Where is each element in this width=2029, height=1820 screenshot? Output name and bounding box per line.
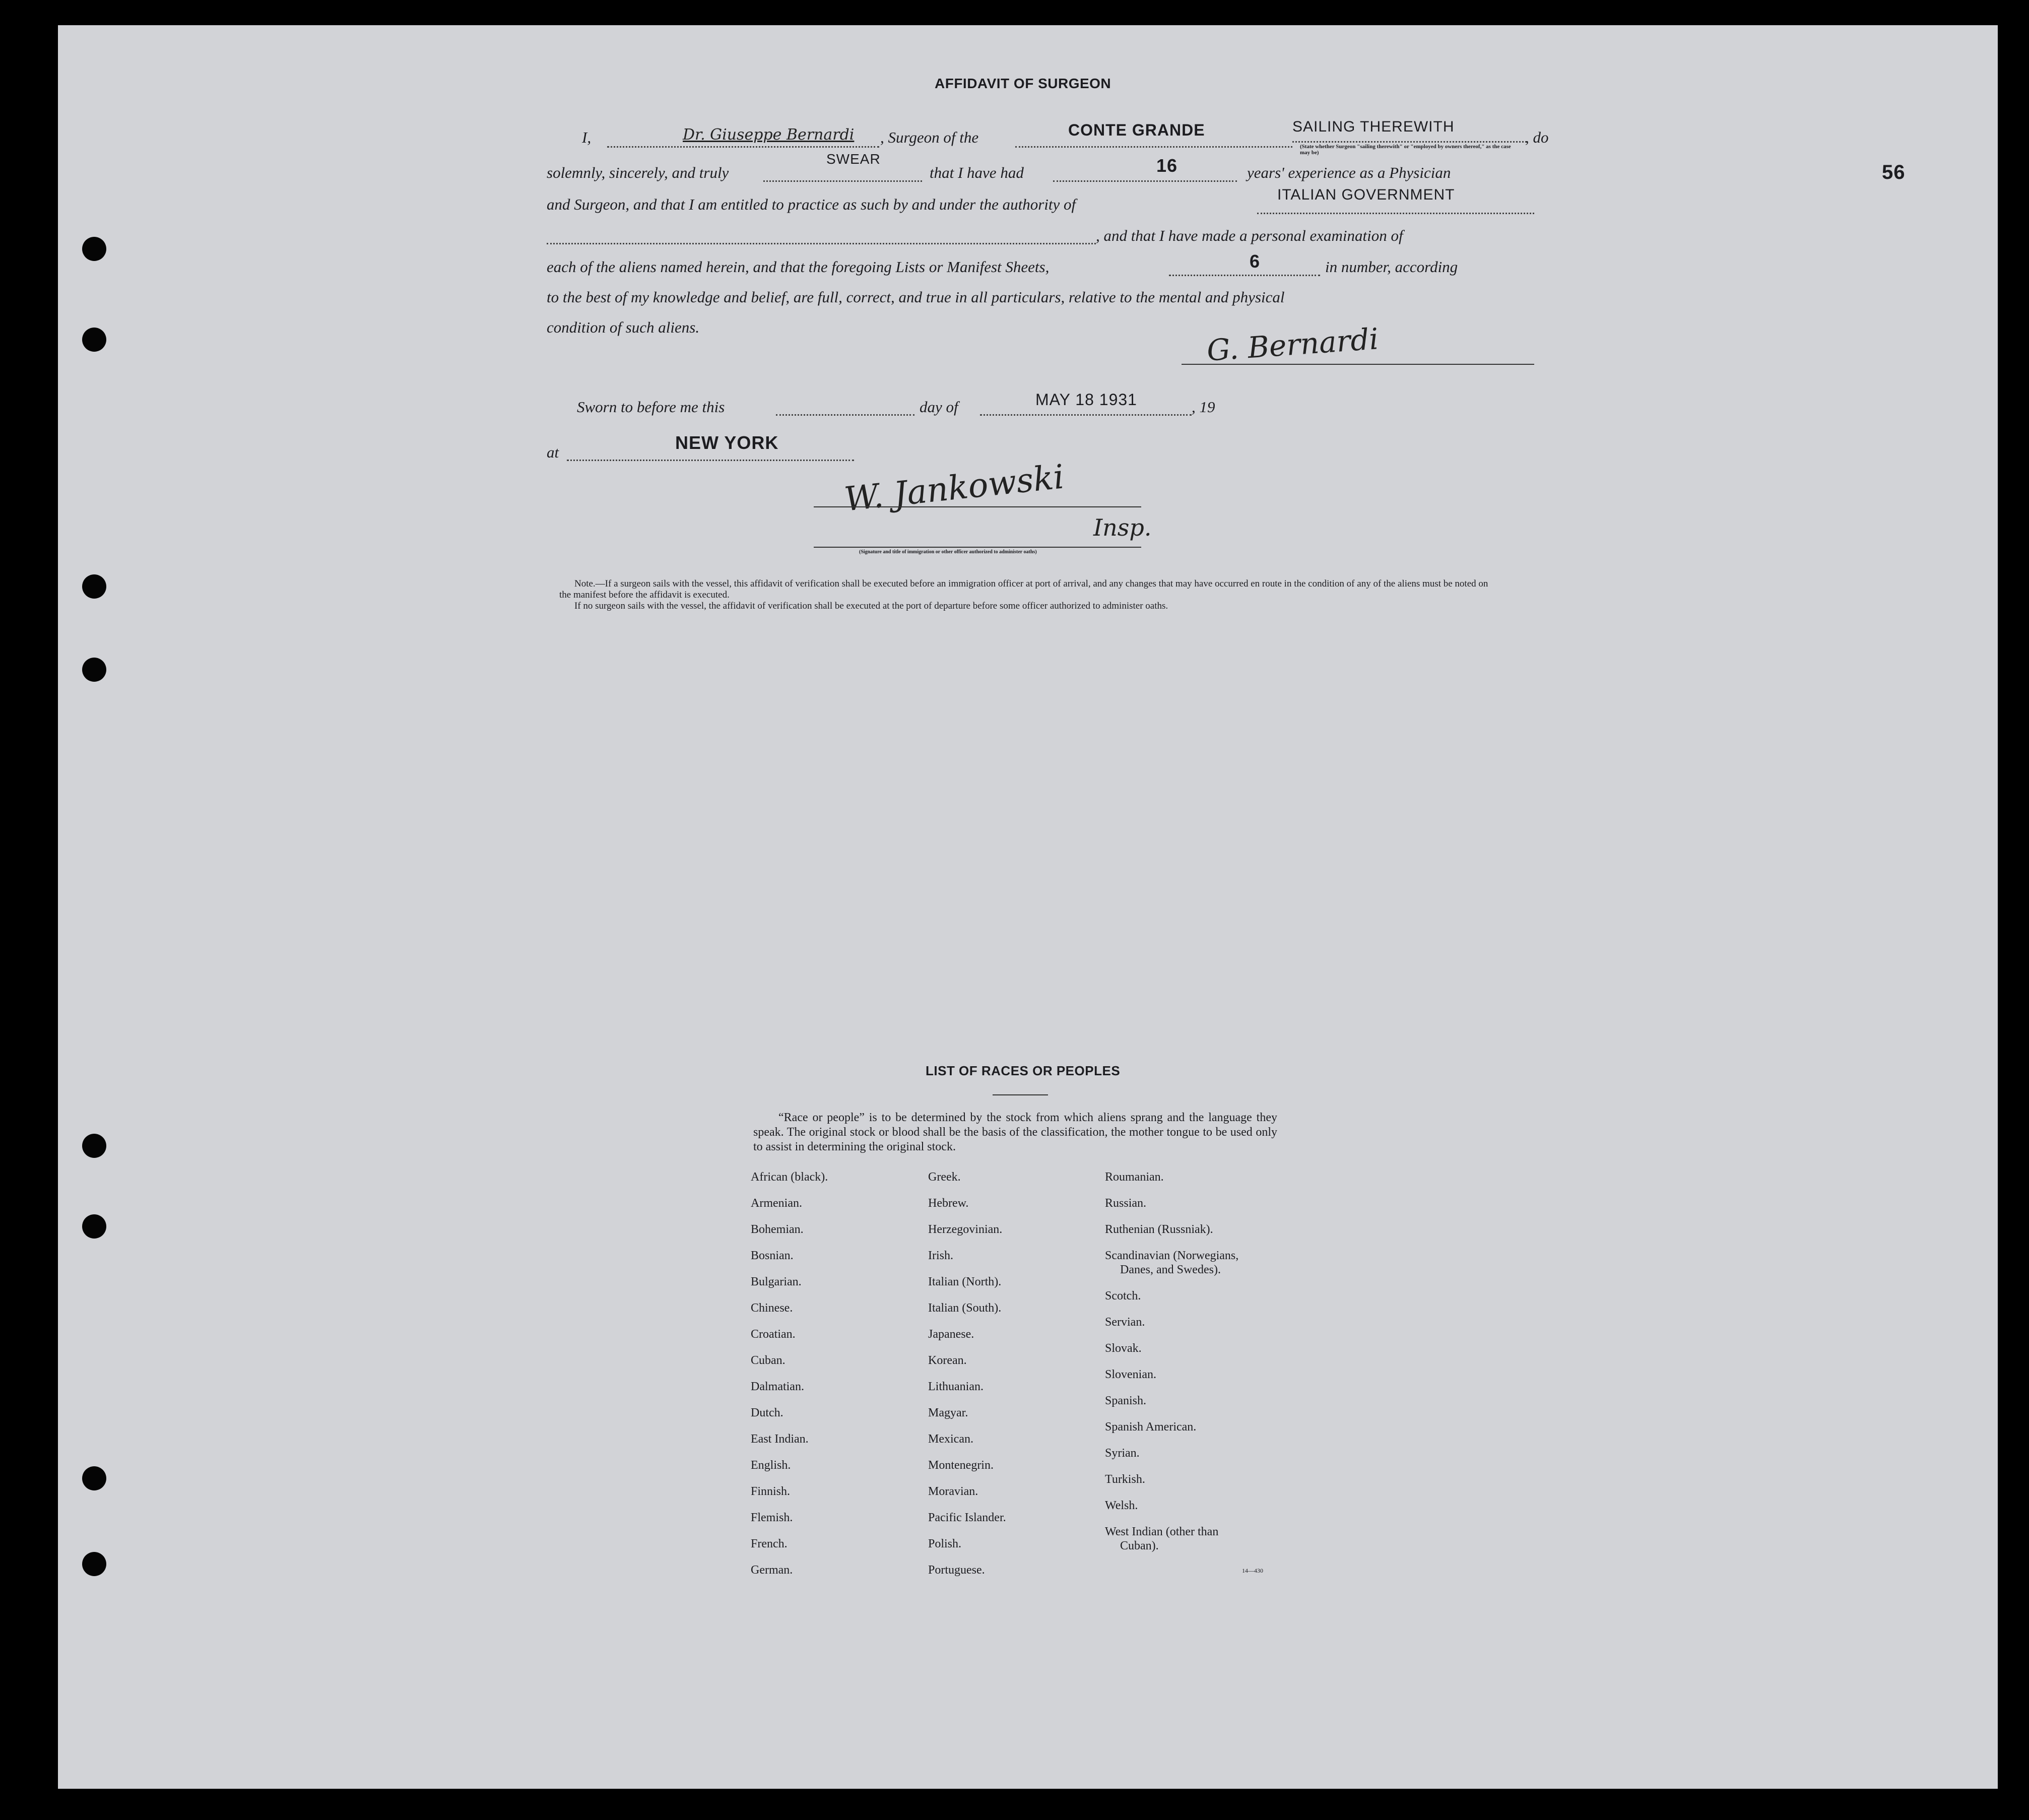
document-page	[58, 25, 1998, 1789]
signature-line	[814, 547, 1141, 548]
race-item: Korean.	[928, 1354, 967, 1367]
surgeon-signature: G. Bernardi	[1206, 321, 1380, 368]
race-item: French.	[751, 1537, 788, 1550]
affidavit-text: each of the aliens named herein, and that the foregoing Lists or Manifest Sheets,	[547, 258, 1050, 276]
race-item: Chinese.	[751, 1302, 793, 1315]
blank-line	[1053, 180, 1237, 182]
affidavit-note-2: If no surgeon sails with the vessel, the affidavit of verification shall be executed at the port of departure before some officer authorized to administer oaths.	[574, 601, 1168, 611]
race-item: Ruthenian (Russniak).	[1105, 1223, 1213, 1236]
race-item: Spanish.	[1105, 1394, 1147, 1407]
race-item: Cuban.	[751, 1354, 786, 1367]
affidavit-text: condition of such aliens.	[547, 318, 700, 336]
race-item: Danes, and Swedes).	[1120, 1263, 1221, 1276]
vessel-name: CONTE GRANDE	[1068, 121, 1205, 139]
race-item: Scandinavian (Norwegians,	[1105, 1249, 1239, 1262]
race-item: Moravian.	[928, 1485, 978, 1498]
punch-hole	[82, 328, 106, 352]
race-item: Turkish.	[1105, 1473, 1145, 1486]
race-item: Lithuanian.	[928, 1380, 984, 1393]
affidavit-text: , 19	[1192, 398, 1215, 416]
affidavit-text: years' experience as a Physician	[1247, 164, 1451, 181]
race-item: Hebrew.	[928, 1197, 969, 1210]
race-item: Slovak.	[1105, 1342, 1142, 1355]
race-item: Scotch.	[1105, 1289, 1141, 1303]
race-item: East Indian.	[751, 1433, 809, 1446]
page-number: 56	[1882, 161, 1906, 183]
blank-line	[1257, 213, 1534, 214]
capacity-note: (State whether Surgeon "sailing therewith" or "employed by owners thereof," as the case may be)	[1300, 144, 1511, 156]
affidavit-text: and Surgeon, and that I am entitled to practice as such by and under the authority of	[547, 196, 1076, 213]
race-item: Italian (North).	[928, 1275, 1002, 1288]
years-experience: 16	[1156, 155, 1178, 176]
oath-word: SWEAR	[826, 151, 881, 167]
race-item: Syrian.	[1105, 1447, 1140, 1460]
surgeon-capacity: SAILING THEREWITH	[1292, 118, 1455, 135]
affidavit-text: , and that I have made a personal examination of	[1096, 227, 1403, 244]
punch-hole	[82, 237, 106, 261]
signature-line	[1182, 364, 1534, 365]
race-item: Welsh.	[1105, 1499, 1138, 1512]
affidavit-note: Note.—If a surgeon sails with the vessel, this affidavit of verification shall be executed before an immigration officer at port of arrival, and any changes that may have occurred en route in the condition of any of the aliens must be noted on the manifest before the affidavit is executed.	[559, 578, 1488, 600]
affidavit-text: day of	[920, 398, 958, 416]
race-item: Pacific Islander.	[928, 1511, 1006, 1524]
officer-signature: W. Jankowski	[842, 457, 1066, 519]
race-item: Armenian.	[751, 1197, 802, 1210]
race-item: Magyar.	[928, 1406, 968, 1419]
blank-line	[1169, 275, 1320, 276]
punch-hole	[82, 1552, 106, 1576]
punch-hole	[82, 1214, 106, 1239]
races-intro: “Race or people” is to be determined by the stock from which aliens sprang and the language they speak. The original stock or blood shall be the basis of the classification, the mother tongue to be used only to assist in determining the original stock.	[753, 1111, 1277, 1153]
race-item: Portuguese.	[928, 1564, 985, 1577]
blank-line	[776, 414, 914, 416]
race-item: Japanese.	[928, 1328, 974, 1341]
punch-hole	[82, 658, 106, 682]
race-item: Cuban).	[1120, 1539, 1159, 1552]
blank-line	[547, 243, 1096, 244]
race-item: Dutch.	[751, 1406, 783, 1419]
race-item: Dalmatian.	[751, 1380, 804, 1393]
race-item: Russian.	[1105, 1197, 1147, 1210]
form-number: 14—430	[1242, 1567, 1263, 1574]
blank-line	[763, 180, 922, 182]
signature-line	[814, 506, 1141, 507]
race-item: Herzegovinian.	[928, 1223, 1003, 1236]
affidavit-text: I,	[582, 128, 592, 146]
race-item: German.	[751, 1564, 793, 1577]
affidavit-text: to the best of my knowledge and belief, are full, correct, and true in all particulars, relative to the mental and physical	[547, 288, 1285, 306]
race-item: Mexican.	[928, 1433, 973, 1446]
race-item: Spanish American.	[1105, 1420, 1197, 1434]
races-title: LIST OF RACES OR PEOPLES	[926, 1063, 1121, 1078]
race-item: Greek.	[928, 1171, 961, 1184]
surgeon-name: Dr. Giuseppe Bernardi	[683, 126, 855, 144]
blank-line	[1015, 146, 1292, 148]
race-item: Flemish.	[751, 1511, 793, 1524]
punch-hole	[82, 574, 106, 599]
race-item: Montenegrin.	[928, 1459, 994, 1472]
sworn-date: MAY 18 1931	[1035, 391, 1137, 409]
race-item: West Indian (other than	[1105, 1525, 1219, 1538]
manifest-sheets-count: 6	[1250, 251, 1261, 272]
affidavit-text: Sworn to before me this	[577, 398, 725, 416]
race-item: Roumanian.	[1105, 1171, 1164, 1184]
race-item: Slovenian.	[1105, 1368, 1156, 1381]
race-item: African (black).	[751, 1171, 828, 1184]
sworn-place: NEW YORK	[675, 432, 779, 453]
race-item: Servian.	[1105, 1316, 1145, 1329]
affidavit-text: in number, according	[1325, 258, 1458, 276]
affidavit-text: at	[547, 443, 559, 461]
race-item: Croatian.	[751, 1328, 796, 1341]
race-item: Italian (South).	[928, 1302, 1002, 1315]
blank-line	[607, 146, 879, 148]
blank-line	[567, 460, 854, 461]
affidavit-text: solemnly, sincerely, and truly	[547, 164, 729, 181]
authority: ITALIAN GOVERNMENT	[1277, 186, 1455, 203]
affidavit-text: , do	[1525, 128, 1549, 146]
race-item: Bulgarian.	[751, 1275, 802, 1288]
punch-hole	[82, 1134, 106, 1158]
race-item: Bosnian.	[751, 1249, 794, 1262]
title-underline	[993, 1094, 1048, 1095]
race-item: English.	[751, 1459, 791, 1472]
race-item: Irish.	[928, 1249, 953, 1262]
affidavit-title: AFFIDAVIT OF SURGEON	[935, 76, 1111, 91]
affidavit-text: that I have had	[930, 164, 1024, 181]
signature-caption: (Signature and title of immigration or other officer authorized to administer oaths)	[859, 549, 1037, 555]
punch-hole	[82, 1466, 106, 1490]
officer-title: Insp.	[1093, 514, 1152, 541]
race-item: Polish.	[928, 1537, 962, 1550]
affidavit-text: , Surgeon of the	[880, 128, 979, 146]
race-item: Finnish.	[751, 1485, 791, 1498]
blank-line	[1292, 141, 1527, 143]
race-item: Bohemian.	[751, 1223, 804, 1236]
blank-line	[980, 414, 1192, 416]
